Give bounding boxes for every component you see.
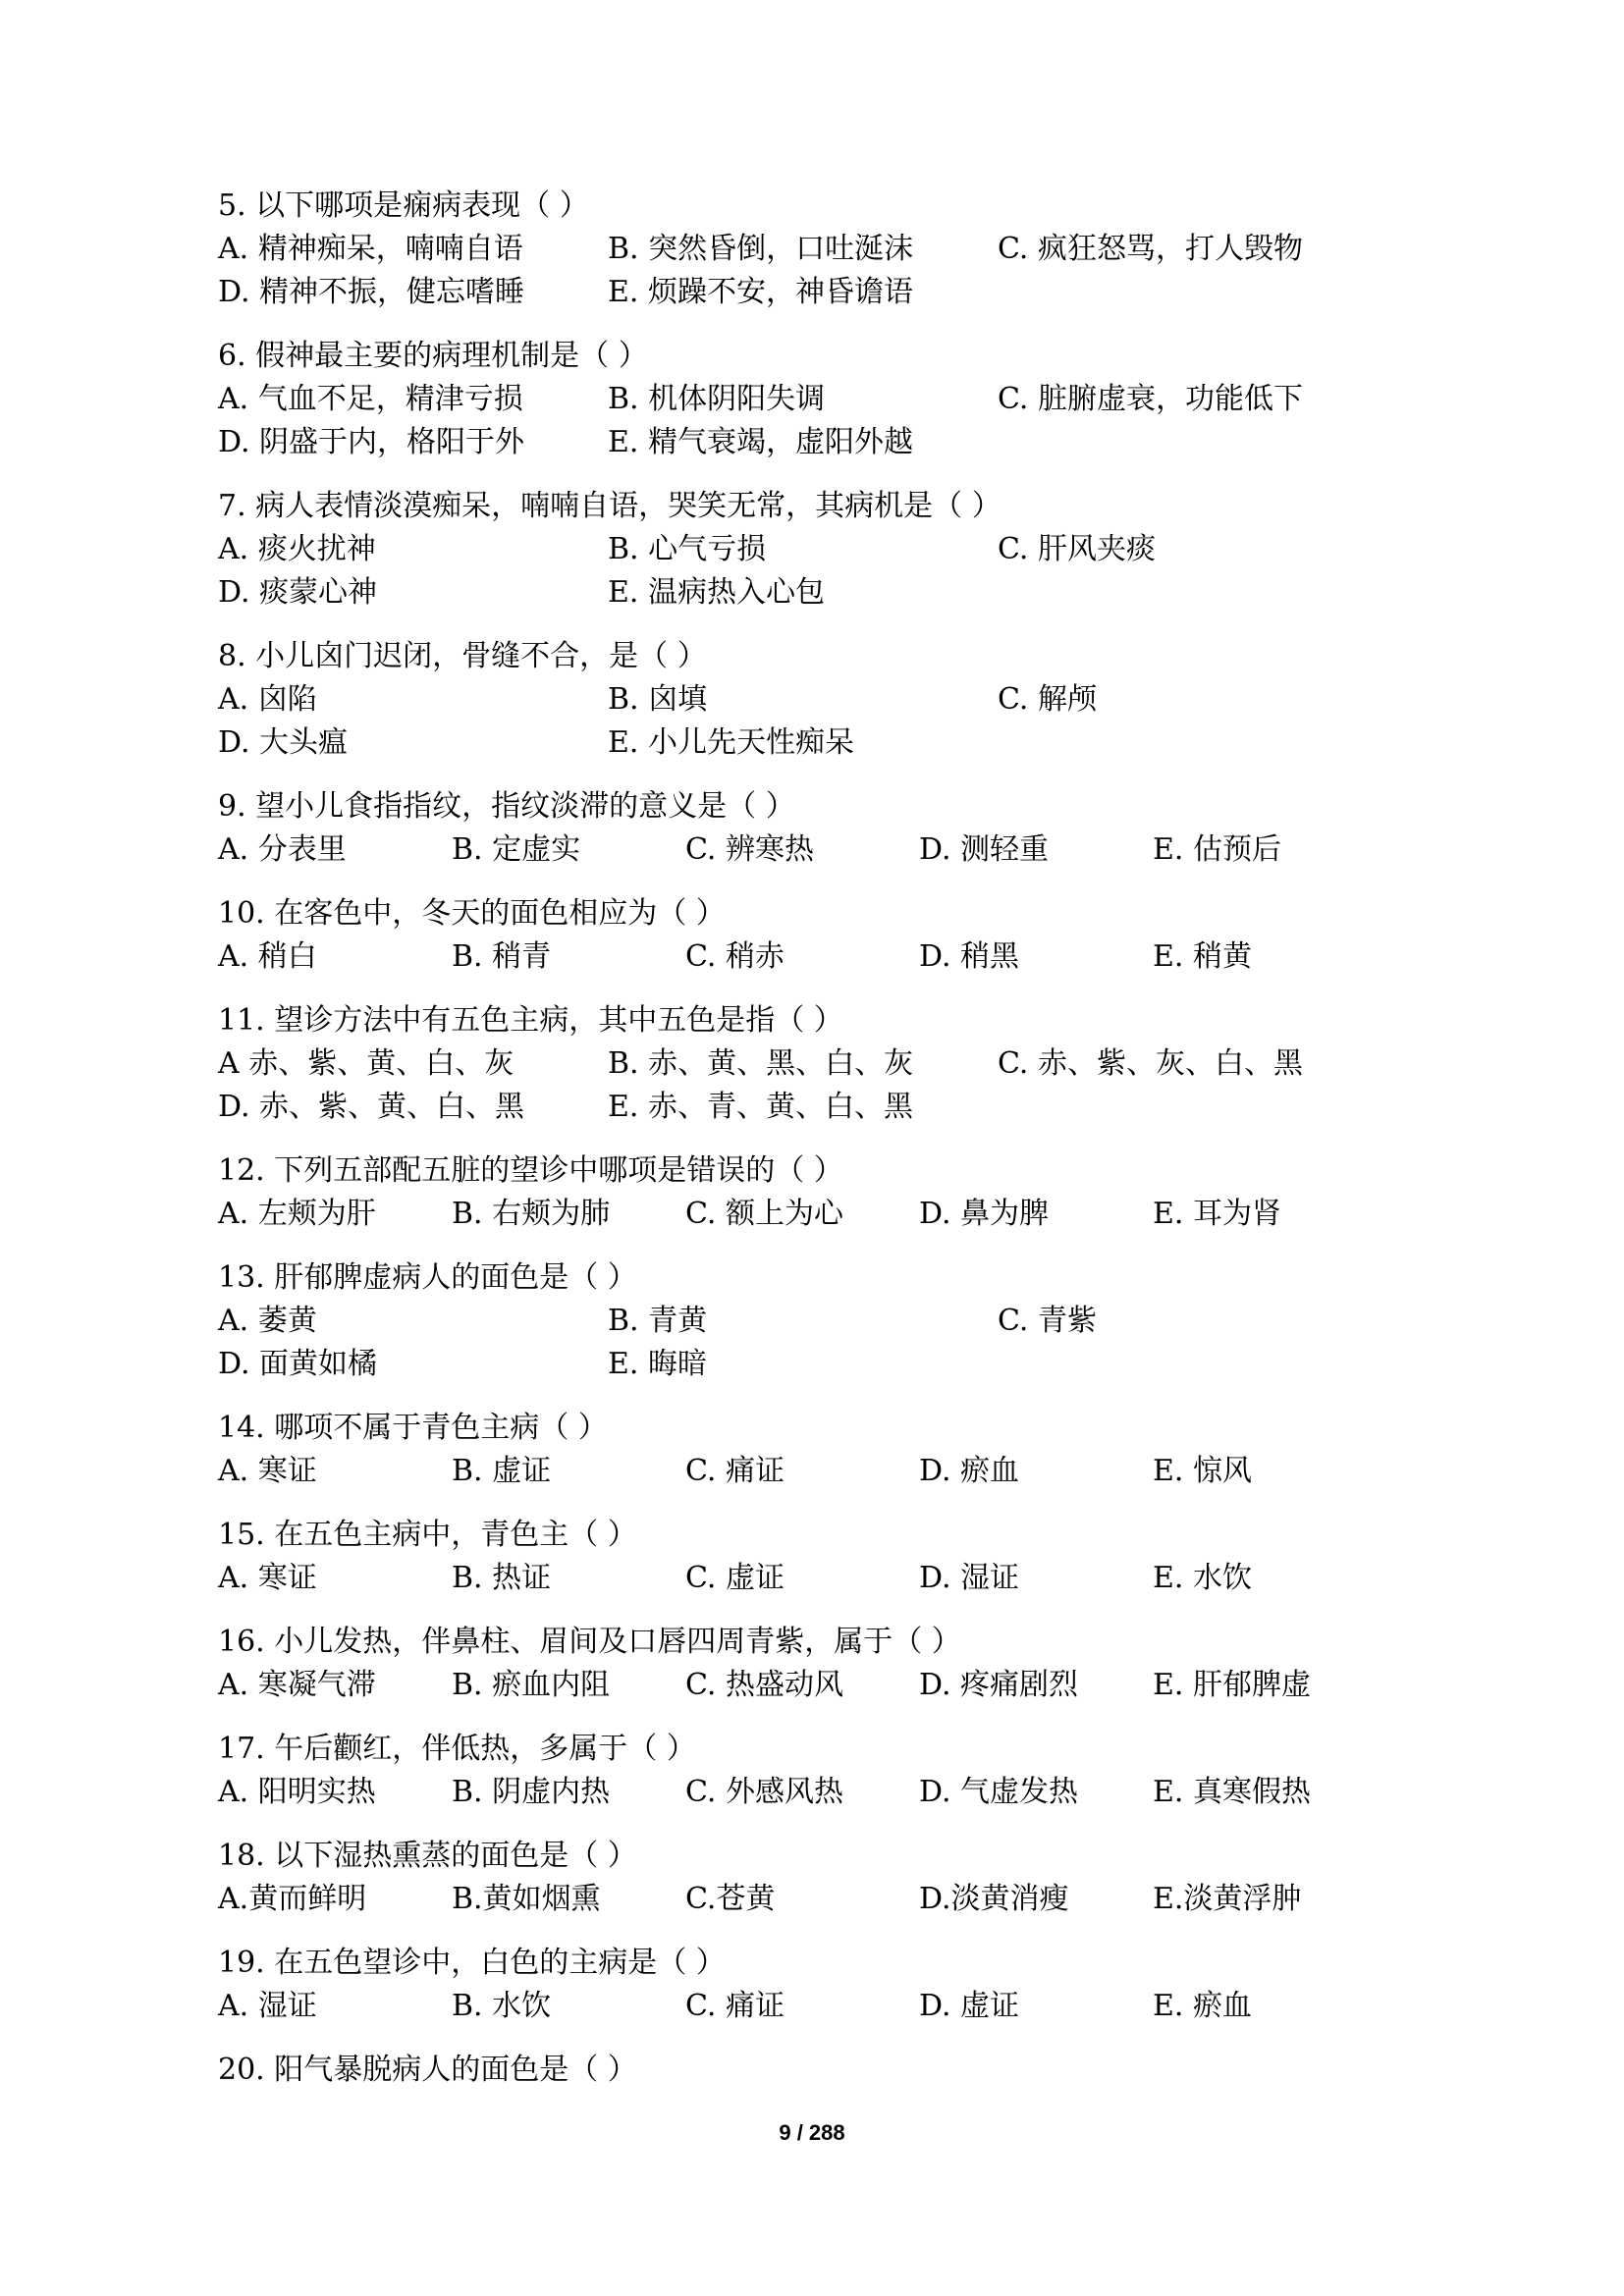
answer-option: A. 分表里 xyxy=(218,832,347,867)
answer-option: A. 左颊为肝 xyxy=(218,1197,376,1231)
answer-options xyxy=(218,528,1445,614)
question-title: 14. 哪项不属于青色主病（ ） xyxy=(218,1411,608,1445)
answer-option: A. 稍白 xyxy=(218,939,317,974)
question-title: 15. 在五色主病中，青色主（ ） xyxy=(218,1518,637,1552)
answer-options xyxy=(218,378,1445,464)
answer-option: E. 烦躁不安，神昏谵语 xyxy=(608,275,913,309)
question-title: 5. 以下哪项是痫病表现（ ） xyxy=(218,188,589,223)
answer-option: B.黄如烟熏 xyxy=(452,1882,601,1916)
question-item xyxy=(218,1407,1445,1493)
answer-option: A. 湿证 xyxy=(218,1989,317,2023)
answer-option: A. 痰火扰神 xyxy=(218,532,376,566)
answer-option: C. 赤、紫、灰、白、黑 xyxy=(998,1046,1303,1081)
answer-options xyxy=(218,1042,1445,1129)
answer-option: D. 鼻为脾 xyxy=(919,1197,1050,1231)
answer-option: A. 囟陷 xyxy=(218,682,317,717)
answer-option: A. 寒凝气滞 xyxy=(218,1668,376,1702)
question-title: 13. 肝郁脾虚病人的面色是（ ） xyxy=(218,1260,637,1295)
answer-options xyxy=(218,935,1445,979)
answer-options xyxy=(218,228,1445,314)
question-title: 17. 午后颧红，伴低热，多属于（ ） xyxy=(218,1732,696,1766)
answer-option: E.淡黄浮肿 xyxy=(1153,1882,1302,1916)
question-title: 7. 病人表情淡漠痴呆，喃喃自语，哭笑无常，其病机是（ ） xyxy=(218,489,1001,523)
question-item xyxy=(218,1256,1445,1386)
answer-option: E. 肝郁脾虚 xyxy=(1153,1668,1311,1702)
answer-option: C. 脏腑虚衰，功能低下 xyxy=(998,382,1303,416)
answer-option: E. 惊风 xyxy=(1153,1454,1252,1488)
answer-option: C. 疯狂怒骂，打人毁物 xyxy=(998,232,1303,266)
answer-option: B. 心气亏损 xyxy=(608,532,767,566)
answer-option: B. 热证 xyxy=(452,1561,552,1595)
answer-option: B. 机体阴阳失调 xyxy=(608,382,826,416)
answer-option: B. 突然昏倒，口吐涎沫 xyxy=(608,232,914,266)
question-title: 20. 阳气暴脱病人的面色是（ ） xyxy=(218,2053,637,2087)
answer-option: C. 青紫 xyxy=(998,1304,1097,1338)
answer-options xyxy=(218,1664,1445,1707)
answer-option: C.苍黄 xyxy=(685,1882,776,1916)
answer-option: B. 水饮 xyxy=(452,1989,552,2023)
answer-option: D. 瘀血 xyxy=(919,1454,1020,1488)
answer-option: E. 晦暗 xyxy=(608,1347,707,1381)
question-title: 10. 在客色中，冬天的面色相应为（ ） xyxy=(218,896,726,931)
answer-option: E. 水饮 xyxy=(1153,1561,1252,1595)
question-title: 8. 小儿囟门迟闭，骨缝不合，是（ ） xyxy=(218,639,707,673)
answer-option: D. 面黄如橘 xyxy=(218,1347,378,1381)
answer-option: D. 气虚发热 xyxy=(919,1775,1079,1809)
question-title: 16. 小儿发热，伴鼻柱、眉间及口唇四周青紫，属于（ ） xyxy=(218,1625,961,1659)
answer-option: E. 精气衰竭，虚阳外越 xyxy=(608,425,913,459)
answer-options xyxy=(218,678,1445,765)
answer-option: D. 精神不振，健忘嗜睡 xyxy=(218,275,525,309)
answer-option: D. 测轻重 xyxy=(919,832,1050,867)
answer-option: A. 阳明实热 xyxy=(218,1775,376,1809)
answer-option: B. 虚证 xyxy=(452,1454,552,1488)
answer-option: E. 瘀血 xyxy=(1153,1989,1252,2023)
question-item xyxy=(218,185,1445,314)
question-list xyxy=(218,185,1445,2112)
answer-option: E. 估预后 xyxy=(1153,832,1281,867)
answer-option: E. 赤、青、黄、白、黑 xyxy=(608,1090,913,1124)
answer-option: D. 稍黑 xyxy=(919,939,1020,974)
question-item xyxy=(218,999,1445,1129)
answer-option: C. 外感风热 xyxy=(685,1775,843,1809)
answer-option: A. 精神痴呆，喃喃自语 xyxy=(218,232,523,266)
answer-options xyxy=(218,1450,1445,1493)
question-item xyxy=(218,485,1445,614)
question-title: 6. 假神最主要的病理机制是（ ） xyxy=(218,339,648,373)
answer-option: C. 肝风夹痰 xyxy=(998,532,1156,566)
answer-option: B. 瘀血内阻 xyxy=(452,1668,611,1702)
answer-option: E. 耳为肾 xyxy=(1153,1197,1281,1231)
question-item xyxy=(218,1149,1445,1236)
answer-option: D. 大头瘟 xyxy=(218,725,349,760)
answer-option: A. 寒证 xyxy=(218,1454,317,1488)
answer-options xyxy=(218,1300,1445,1386)
answer-option: A. 气血不足，精津亏损 xyxy=(218,382,523,416)
answer-option: C. 热盛动风 xyxy=(685,1668,843,1702)
answer-option: B. 阴虚内热 xyxy=(452,1775,611,1809)
question-item xyxy=(218,335,1445,464)
answer-option: E. 真寒假热 xyxy=(1153,1775,1311,1809)
answer-option: D. 阴盛于内，格阳于外 xyxy=(218,425,525,459)
answer-option: C. 稍赤 xyxy=(685,939,785,974)
answer-option: B. 赤、黄、黑、白、灰 xyxy=(608,1046,914,1081)
answer-options xyxy=(218,1985,1445,2028)
answer-option: E. 温病热入心包 xyxy=(608,575,825,610)
answer-options xyxy=(218,1878,1445,1921)
answer-option: D. 虚证 xyxy=(919,1989,1020,2023)
answer-option: E. 小儿先天性痴呆 xyxy=(608,725,854,760)
question-item xyxy=(218,1514,1445,1600)
answer-option: C. 痛证 xyxy=(685,1454,785,1488)
question-item xyxy=(218,1942,1445,2028)
question-title: 18. 以下湿热熏蒸的面色是（ ） xyxy=(218,1839,637,1873)
answer-option: A. 寒证 xyxy=(218,1561,317,1595)
answer-option: B. 定虚实 xyxy=(452,832,581,867)
answer-option: D. 赤、紫、黄、白、黑 xyxy=(218,1090,525,1124)
question-item xyxy=(218,1728,1445,1814)
question-item xyxy=(218,892,1445,979)
answer-option: C. 痛证 xyxy=(685,1989,785,2023)
answer-options xyxy=(218,828,1445,872)
question-item xyxy=(218,1835,1445,1921)
answer-option: D. 湿证 xyxy=(919,1561,1020,1595)
question-item xyxy=(218,1621,1445,1707)
answer-option: A 赤、紫、黄、白、灰 xyxy=(218,1046,514,1081)
answer-option: B. 右颊为肺 xyxy=(452,1197,611,1231)
answer-option: C. 解颅 xyxy=(998,682,1097,717)
question-item xyxy=(218,785,1445,872)
question-item xyxy=(218,2049,1445,2092)
answer-option: A. 萎黄 xyxy=(218,1304,317,1338)
question-title: 11. 望诊方法中有五色主病，其中五色是指（ ） xyxy=(218,1003,843,1038)
answer-option: B. 青黄 xyxy=(608,1304,708,1338)
answer-options xyxy=(218,1193,1445,1236)
question-title: 12. 下列五部配五脏的望诊中哪项是错误的（ ） xyxy=(218,1153,843,1188)
answer-option: B. 囟填 xyxy=(608,682,708,717)
answer-option: C. 额上为心 xyxy=(685,1197,843,1231)
answer-option: D.淡黄消瘦 xyxy=(919,1882,1069,1916)
question-item xyxy=(218,635,1445,765)
answer-option: B. 稍青 xyxy=(452,939,552,974)
answer-option: D. 疼痛剧烈 xyxy=(919,1668,1079,1702)
answer-option: A.黄而鲜明 xyxy=(218,1882,367,1916)
answer-option: E. 稍黄 xyxy=(1153,939,1252,974)
answer-options xyxy=(218,1771,1445,1814)
question-title: 19. 在五色望诊中，白色的主病是（ ） xyxy=(218,1946,726,1980)
question-title: 9. 望小儿食指指纹，指纹淡滞的意义是（ ） xyxy=(218,789,795,824)
answer-options xyxy=(218,1557,1445,1600)
page-number: 9 / 288 xyxy=(779,2120,845,2145)
answer-option: D. 痰蒙心神 xyxy=(218,575,378,610)
answer-option: C. 辨寒热 xyxy=(685,832,814,867)
answer-option: C. 虚证 xyxy=(685,1561,785,1595)
